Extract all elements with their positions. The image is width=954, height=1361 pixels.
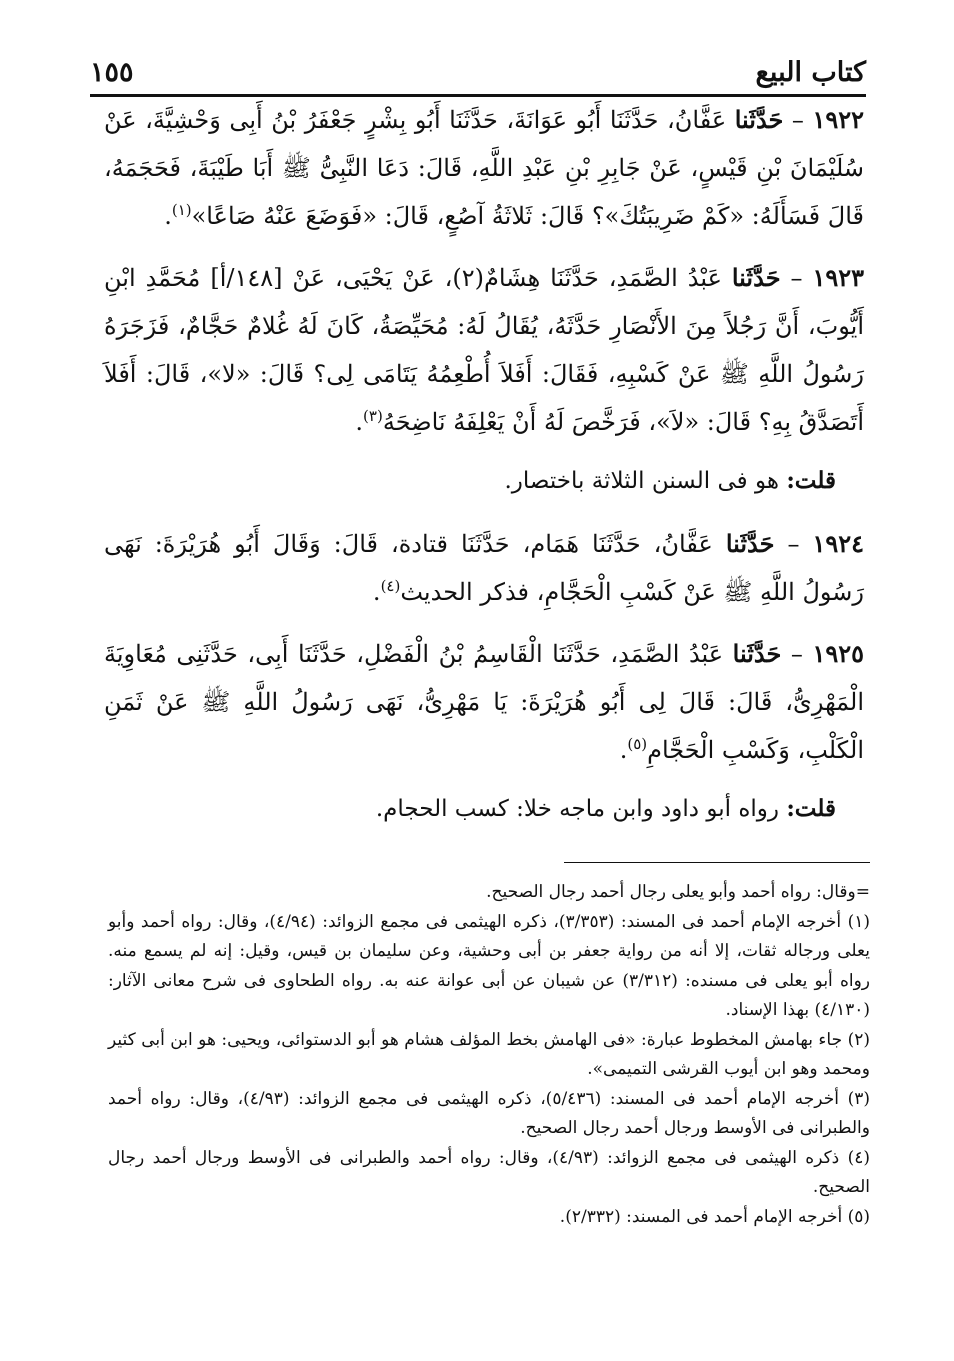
footnote-2: (٢) جاء بهامش المخطوط عبارة: «فى الهامش بخط المؤلف هشام هو أبو الدستوائى، ويحيى: هو ابن أبى كثير ومحمد وهو ابن أيوب القرشى التميمى». bbox=[108, 1029, 870, 1079]
hadith-1922: ١٩٢٢ – حَدَّثَنا عَفَّانُ، حَدَّثَنَا أَبُو عَوَانَةَ، حَدَّثَنَا أَبُو بِشْرٍ جَعْفَرُ بْنُ أَبِى وَحْشِيَّةَ، عَنْ سُلَيْمَانَ بْنِ قَيْسٍ، عَنْ جَابِرِ بْنِ عَبْدِ اللَّهِ، قَالَ: دَعَا النَّبِىُّ ﷺ أَبَا طَيْبَةَ، فَحَجَمَهُ، قَالَ فَسَأَلَهُ: «كَمْ ضَرِيبَتُكَ»؟ قَالَ: ثَلاثَةُ آصُعٍ، قَالَ: «فَوَضَعَ عَنْهُ صَاعًا»$^{(١)}$. bbox=[104, 105, 864, 230]
main-text bbox=[104, 96, 864, 848]
hadith-1923: ١٩٢٣ – حَدَّثَنا عَبْدُ الصَّمَدِ، حَدَّثَنَا هِشَامٌ(٢)، عَنْ يَحْيَى، عَنْ [١٤٨/أ] مُحَمَّدِ ابْنِ أَيُّوبَ، أَنَّ رَجُلاً مِنَ الأَنْصَارِ حَدَّثَهُ، يُقَالُ لَهُ: مُحَيِّصَةُ، كَانَ لَهُ غُلامٌ حَجَّامٌ، فَزَجَرَهُ رَسُولُ اللَّهِ ﷺ عَنْ كَسْبِهِ، فَقَالَ: أَفَلاَ أُطْعِمُهُ يَتَامَى لِى؟ قَالَ: «لا»، قَالَ: أَفَلاَ أَتَصَدَّقُ بِهِ؟ قَالَ: «لاَ»، فَرَخَّصَ لَهُ أَنْ يَعْلِفَهُ نَاضِحَهُ$^{(٣)}$. bbox=[104, 263, 864, 436]
chapter-title: كتاب البيع bbox=[755, 57, 866, 88]
footnote-ref: (١) bbox=[171, 201, 192, 219]
footnote-3: (٣) أخرجه الإمام أحمد فى المسند: (٥/٤٣٦)، ذكره الهيثمى فى مجمع الزوائد: (٤/٩٣)، وقال: رواه أحمد والطبرانى فى الأوسط ورجال أحمد رجال الصحيح. bbox=[108, 1088, 870, 1138]
page-header bbox=[90, 44, 866, 97]
footnote-4: (٤) ذكره الهيثمى فى مجمع الزوائد: (٤/٩٣)، وقال: رواه أحمد والطبرانى فى الأوسط ورجال أحمد رجال الصحيح. bbox=[108, 1147, 871, 1197]
qult-note: قلت: رواه أبو داود وابن ماجه خلا: كسب الحجام. bbox=[375, 795, 836, 822]
footnote-ref: (٤) bbox=[380, 577, 401, 595]
footnote-divider bbox=[564, 862, 870, 863]
footnote-1: (١) أخرجه الإمام أحمد فى المسند: (٣/٣٥٣)، ذكره الهيثمى فى مجمع الزوائد: (٤/٩٤)، وقال: رواه أحمد وأبو يعلى ورجاله ثقات، إلا أنه من رواية جعفر بن أبى وحشية، وعن سليمان بن قيس، وقيل: إنه لم يسمع منه. رواه أبو يعلى فى مسنده: (٣/٣١٢) عن شيبان عن أبى عوانة عنه به. رواه الطحاوى فى شرح معانى الآثار: (٤/١٣٠) بهذا الإسناد. bbox=[108, 911, 871, 1020]
footnote-ref: (٥) bbox=[627, 735, 648, 753]
hadith-1924: ١٩٢٤ – حَدَّثَنا عَفَّانُ، حَدَّثَنَا هَمَام، حَدَّثَنَا قتادة، قَالَ: وَقَالَ أَبُو هُرَيْرَةَ: نَهَى رَسُولُ اللَّهِ ﷺ عَنْ كَسْبِ الْحَجَّامِ، فذكر الحديث$^{(٤)}$. bbox=[104, 529, 864, 606]
footnote-continuation: =وقال: رواه أحمد وأبو يعلى رجال أحمد رجال الصحيح. bbox=[486, 882, 870, 902]
hadith-1925: ١٩٢٥ – حَدَّثَنا عَبْدُ الصَّمَدِ، حَدَّثَنَا الْقَاسِمُ بْنُ الْفَضْلِ، حَدَّثَنَا أَبِى، حَدَّثَنِى مُعَاوِيَةَ الْمَهْرِىُّ، قَالَ: قَالَ لِى أَبُو هُرَيْرَةَ: يَا مَهْرِىُّ، نَهَى رَسُولُ اللَّهِ ﷺ عَنْ ثَمَنِ الْكَلْبِ، وَكَسْبِ الْحَجَّامِ$^{(٥)}$. bbox=[104, 639, 864, 764]
footnotes bbox=[108, 878, 870, 1232]
page-number: ١٥٥ bbox=[90, 57, 134, 88]
footnote-ref: (٣) bbox=[363, 407, 383, 425]
qult-note: قلت: هو فى السنن الثلاثة باختصار. bbox=[504, 467, 836, 494]
footnote-5: (٥) أخرجه الإمام أحمد فى المسند: (٢/٣٣٢). bbox=[559, 1206, 870, 1227]
